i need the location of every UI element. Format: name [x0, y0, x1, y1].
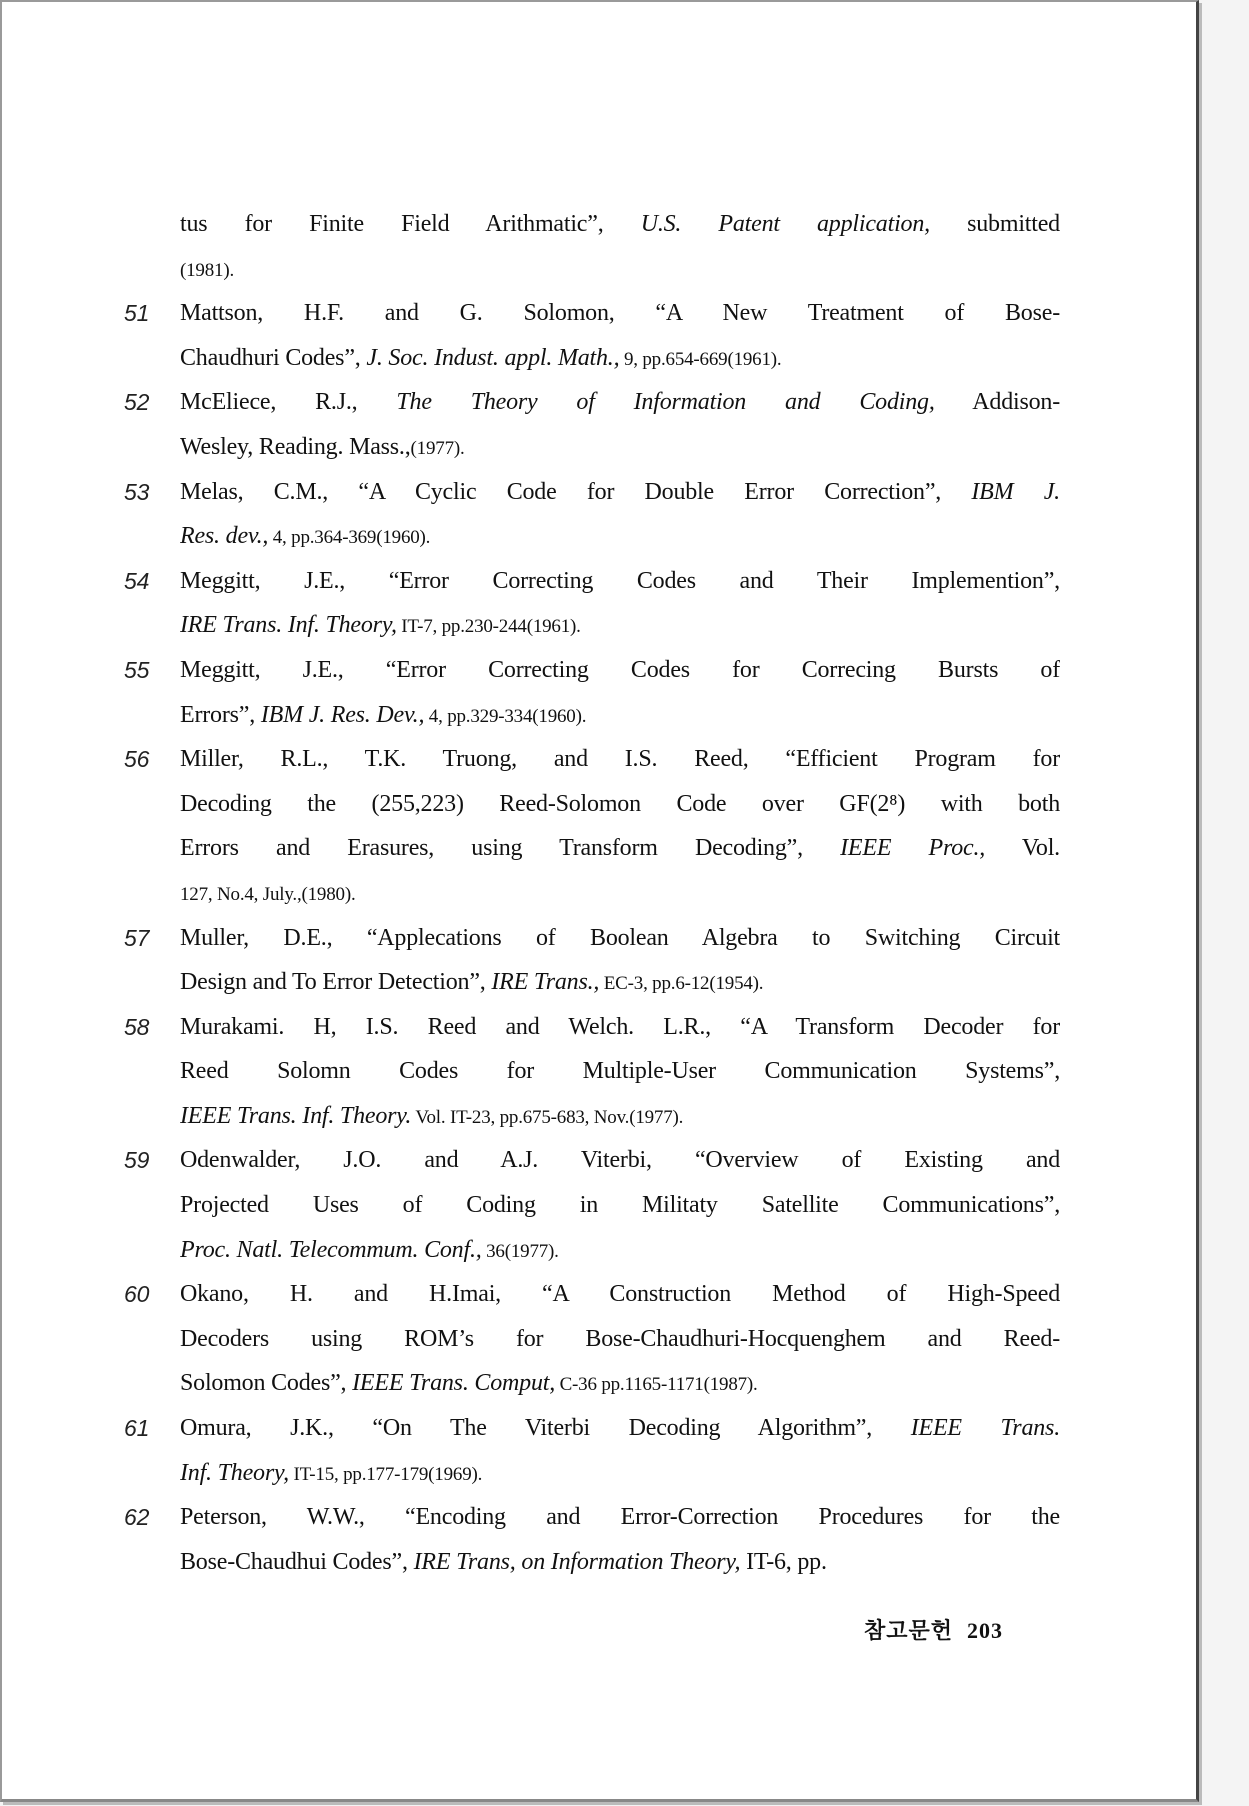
reference-entry: [122, 470, 1060, 559]
italic-citation-text: Proc. Natl. Telecommum. Conf.,: [180, 1236, 482, 1263]
reference-entry: [122, 1406, 1060, 1495]
citation-text: Chaudhuri Codes”,: [180, 344, 367, 371]
reference-text: [180, 871, 1060, 918]
citation-text: EC-3, pp.6-12(1954).: [599, 973, 764, 995]
citation-text: Murakami. H, I.S. Reed and Welch. L.R., “A Transform Decoder for: [180, 1013, 1060, 1040]
reference-text: [180, 202, 1060, 247]
citation-text: Decoding the (255,223) Reed-Solomon Code over GF(2⁸) with both: [180, 790, 1060, 817]
reference-text: [180, 1138, 1060, 1183]
reference-number: 58: [124, 1013, 150, 1040]
citation-text: Meggitt, J.E., “Error Correcting Codes for Correcing Bursts of: [180, 656, 1060, 683]
reference-line: [122, 1317, 1060, 1362]
citation-text: Errors and Erasures, using Transform Decoding”,: [180, 835, 841, 862]
reference-number: 57: [124, 924, 150, 951]
citation-text: (1977).: [410, 437, 465, 459]
citation-text: 4, pp.329-334(1960).: [424, 705, 587, 727]
reference-number: 55: [124, 656, 150, 683]
reference-line: [122, 782, 1060, 827]
reference-entry: [122, 1272, 1060, 1406]
citation-text: Wesley, Reading. Mass.,: [180, 433, 411, 460]
italic-citation-text: IRE Trans, on Information Theory,: [413, 1548, 741, 1575]
citation-text: Decoders using ROM’s for Bose-Chaudhuri-Hocquenghem and Reed-: [180, 1325, 1060, 1352]
reference-line: [122, 960, 1060, 1005]
reference-entry: [122, 737, 1060, 915]
reference-line: [122, 1495, 1060, 1540]
reference-entry: [122, 559, 1060, 648]
reference-text: [180, 1540, 1060, 1585]
reference-line: [122, 1406, 1060, 1451]
italic-citation-text: IEEE Trans. Inf. Theory.: [180, 1102, 412, 1129]
italic-citation-text: IEEE Trans.: [910, 1415, 1060, 1442]
reference-line: [122, 1540, 1060, 1585]
reference-line: [122, 1228, 1060, 1273]
citation-text: 9, pp.654-669(1961).: [619, 348, 782, 370]
italic-citation-text: IRE Trans. Inf. Theory,: [180, 612, 397, 639]
reference-text: [180, 1183, 1060, 1228]
italic-citation-text: IEEE Proc.,: [840, 835, 986, 862]
reference-entry: [122, 202, 1060, 291]
reference-line: [122, 425, 1060, 470]
reference-line: [122, 247, 1060, 292]
reference-text: [180, 1451, 1060, 1498]
reference-number: 56: [124, 746, 150, 773]
italic-citation-text: IRE Trans.,: [491, 969, 600, 996]
reference-text: [180, 514, 1060, 561]
reference-text: [180, 291, 1060, 336]
italic-citation-text: IEEE Trans. Comput,: [352, 1370, 556, 1397]
reference-text: [180, 1317, 1060, 1362]
reference-number: 54: [124, 567, 150, 594]
reference-entry: [122, 1495, 1060, 1584]
citation-text: Projected Uses of Coding in Militaty Satellite Communications”,: [180, 1192, 1060, 1219]
citation-text: 36(1977).: [481, 1240, 559, 1262]
reference-line: [122, 470, 1060, 515]
reference-text: [180, 1094, 1060, 1141]
reference-line: [122, 1138, 1060, 1183]
citation-text: Addison-: [934, 389, 1060, 416]
reference-text: [180, 1228, 1060, 1275]
reference-number: 62: [124, 1504, 150, 1531]
reference-line: [122, 1272, 1060, 1317]
reference-entry: [122, 380, 1060, 469]
reference-text: [180, 247, 1060, 294]
reference-text: [180, 648, 1060, 693]
reference-line: [122, 1183, 1060, 1228]
italic-citation-text: Inf. Theory,: [180, 1459, 289, 1486]
citation-text: Melas, C.M., “A Cyclic Code for Double Error Correction”,: [180, 478, 972, 505]
reference-entry: [122, 291, 1060, 380]
citation-text: Peterson, W.W., “Encoding and Error-Correction Procedures for the: [180, 1504, 1060, 1531]
reference-entry: [122, 1138, 1060, 1272]
reference-line: [122, 202, 1060, 247]
reference-line: [122, 603, 1060, 648]
italic-citation-text: The Theory of Information and Coding,: [396, 389, 935, 416]
citation-text: Okano, H. and H.Imai, “A Construction Method of High-Speed: [180, 1281, 1060, 1308]
section-title: 참고문헌: [864, 1618, 954, 1643]
reference-text: [180, 603, 1060, 650]
citation-text: Meggitt, J.E., “Error Correcting Codes and Their Implemention”,: [180, 567, 1060, 594]
citation-text: 127, No.4, July.,(1980).: [180, 883, 356, 905]
reference-number: 61: [124, 1415, 150, 1442]
reference-line: [122, 1094, 1060, 1139]
reference-line: [122, 291, 1060, 336]
citation-text: IT-15, pp.177-179(1969).: [288, 1463, 483, 1485]
citation-text: IT-6, pp.: [740, 1548, 827, 1575]
reference-line: [122, 1451, 1060, 1496]
page-number: 203: [967, 1618, 1004, 1643]
reference-text: [180, 916, 1060, 961]
reference-line: [122, 1005, 1060, 1050]
citation-text: Solomon Codes”,: [180, 1370, 353, 1397]
citation-text: tus for Finite Field Arithmatic”,: [180, 211, 641, 237]
reference-entry: [122, 648, 1060, 737]
reference-text: [180, 1361, 1060, 1408]
reference-line: [122, 871, 1060, 916]
reference-line: [122, 1049, 1060, 1094]
reference-line: [122, 916, 1060, 961]
citation-text: C-36 pp.1165-1171(1987).: [555, 1374, 758, 1396]
reference-line: [122, 826, 1060, 871]
citation-text: submitted: [929, 211, 1060, 237]
reference-text: [180, 737, 1060, 782]
citation-text: Muller, D.E., “Applecations of Boolean Algebra to Switching Circuit: [180, 924, 1060, 951]
italic-citation-text: J. Soc. Indust. appl. Math.,: [366, 344, 620, 371]
reference-text: [180, 960, 1060, 1007]
italic-citation-text: IBM J. Res. Dev.,: [260, 701, 425, 728]
italic-citation-text: U.S. Patent application,: [640, 211, 930, 237]
reference-text: [180, 1272, 1060, 1317]
italic-citation-text: IBM J.: [971, 478, 1060, 505]
reference-line: [122, 514, 1060, 559]
reference-text: [180, 1495, 1060, 1540]
citation-text: Bose-Chaudhui Codes”,: [180, 1548, 414, 1575]
reference-line: [122, 559, 1060, 604]
citation-text: Odenwalder, J.O. and A.J. Viterbi, “Overview of Existing and: [180, 1147, 1060, 1174]
reference-text: [180, 470, 1060, 515]
reference-line: [122, 693, 1060, 738]
reference-text: [180, 425, 1060, 472]
citation-text: Omura, J.K., “On The Viterbi Decoding Algorithm”,: [180, 1415, 911, 1442]
reference-line: [122, 737, 1060, 782]
reference-text: [180, 559, 1060, 604]
reference-number: 60: [124, 1281, 150, 1308]
page-footer: [864, 1614, 1003, 1645]
reference-text: [180, 782, 1060, 827]
reference-text: [180, 336, 1060, 383]
citation-text: Mattson, H.F. and G. Solomon, “A New Treatment of Bose-: [180, 300, 1060, 327]
citation-text: Miller, R.L., T.K. Truong, and I.S. Reed, “Efficient Program for: [180, 746, 1060, 773]
reference-text: [180, 1406, 1060, 1451]
reference-list: [122, 202, 1060, 1584]
reference-number: 59: [124, 1147, 150, 1174]
reference-number: 51: [124, 300, 150, 327]
citation-text: Reed Solomn Codes for Multiple-User Communication Systems”,: [180, 1058, 1060, 1085]
reference-line: [122, 380, 1060, 425]
reference-text: [180, 1049, 1060, 1094]
reference-text: [180, 1005, 1060, 1050]
citation-text: Errors”,: [180, 701, 261, 728]
citation-text: Vol.: [985, 835, 1060, 862]
reference-text: [180, 380, 1060, 425]
citation-text: 4, pp.364-369(1960).: [268, 527, 431, 549]
citation-text: IT-7, pp.230-244(1961).: [396, 616, 581, 638]
citation-text: Design and To Error Detection”,: [180, 969, 492, 996]
citation-text: (1981).: [180, 259, 235, 281]
reference-number: 52: [124, 389, 150, 416]
citation-text: Vol. IT-23, pp.675-683, Nov.(1977).: [411, 1106, 684, 1128]
reference-entry: [122, 1005, 1060, 1139]
reference-number: 53: [124, 478, 150, 505]
reference-line: [122, 648, 1060, 693]
reference-entry: [122, 916, 1060, 1005]
reference-text: [180, 693, 1060, 740]
citation-text: McEliece, R.J.,: [180, 389, 397, 416]
reference-line: [122, 1361, 1060, 1406]
reference-line: [122, 336, 1060, 381]
italic-citation-text: Res. dev.,: [180, 523, 269, 550]
reference-text: [180, 826, 1060, 871]
